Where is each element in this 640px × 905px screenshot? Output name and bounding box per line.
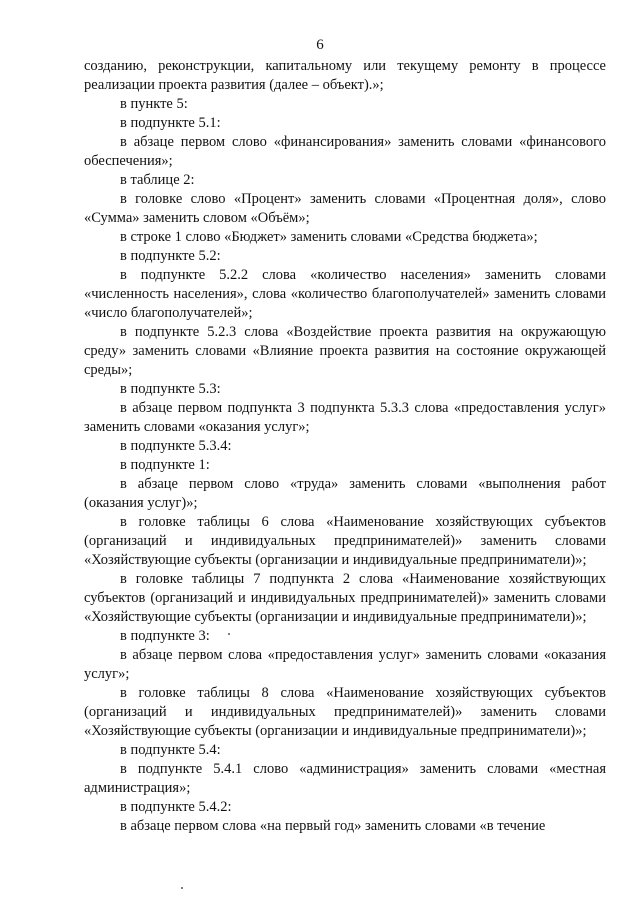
paragraph: в головке таблицы 6 слова «Наименование хозяйствующих субъектов (организаций и индивидуальных предпринимателей)» заменить словами «Хозяйствующие субъекты (организации и индивидуальные предприниматели)»; <box>84 514 606 568</box>
paragraph: в головке слово «Процент» заменить словами «Процентная доля», слово «Сумма» заменить словом «Объём»; <box>84 191 606 226</box>
document-body <box>84 57 606 836</box>
paragraph: в подпункте 5.1: <box>120 115 221 131</box>
paragraph: в подпункте 1: <box>120 457 210 473</box>
paragraph: в подпункте 3: <box>120 628 210 644</box>
paragraph: в подпункте 5.4: <box>120 742 221 758</box>
paragraph: в головке таблицы 7 подпункта 2 слова «Наименование хозяйствующих субъектов (организаций и индивидуальных предпринимателей)» заменить словами «Хозяйствующие субъекты (организации и индивидуальные предприниматели)»; <box>84 571 606 625</box>
paragraph: в таблице 2: <box>120 172 195 188</box>
paragraph: в головке таблицы 8 слова «Наименование хозяйствующих субъектов (организаций и индивидуальных предпринимателей)» заменить словами «Хозяйствующие субъекты (организации и индивидуальные предприниматели)»; <box>84 685 606 739</box>
paragraph: созданию, реконструкции, капитальному или текущему ремонту в процессе реализации проекта развития (далее – объект).»; <box>84 58 606 93</box>
paragraph: в подпункте 5.2: <box>120 248 221 264</box>
paragraph: в подпункте 5.2.2 слова «количество населения» заменить словами «численность населения», слова «количество благополучателей» заменить словами «число благополучателей»; <box>84 267 606 321</box>
paragraph: в строке 1 слово «Бюджет» заменить словами «Средства бюджета»; <box>120 229 538 245</box>
paragraph: в пункте 5: <box>120 96 188 112</box>
paragraph: в абзаце первом слово «финансирования» заменить словами «финансового обеспечения»; <box>84 134 606 169</box>
paragraph: в абзаце первом слова «на первый год» заменить словами «в течение <box>120 818 546 834</box>
paragraph: в абзаце первом подпункта 3 подпункта 5.3.3 слова «предоставления услуг» заменить словами «оказания услуг»; <box>84 400 606 435</box>
paragraph: в подпункте 5.3: <box>120 381 221 397</box>
paragraph: в подпункте 5.3.4: <box>120 438 232 454</box>
page-number: 6 <box>316 37 324 53</box>
paragraph: в подпункте 5.2.3 слова «Воздействие проекта развития на окружающую среду» заменить словами «Влияние проекта развития на состояние окружающей среды»; <box>84 324 606 378</box>
paragraph: в абзаце первом слова «предоставления услуг» заменить словами «оказания услуг»; <box>84 647 606 682</box>
scan-speck <box>181 887 183 889</box>
scan-speck <box>228 633 230 635</box>
paragraph: в абзаце первом слово «труда» заменить словами «выполнения работ (оказания услуг)»; <box>84 476 606 511</box>
paragraph: в подпункте 5.4.2: <box>120 799 232 815</box>
paragraph: в подпункте 5.4.1 слово «администрация» заменить словами «местная администрация»; <box>84 761 606 796</box>
